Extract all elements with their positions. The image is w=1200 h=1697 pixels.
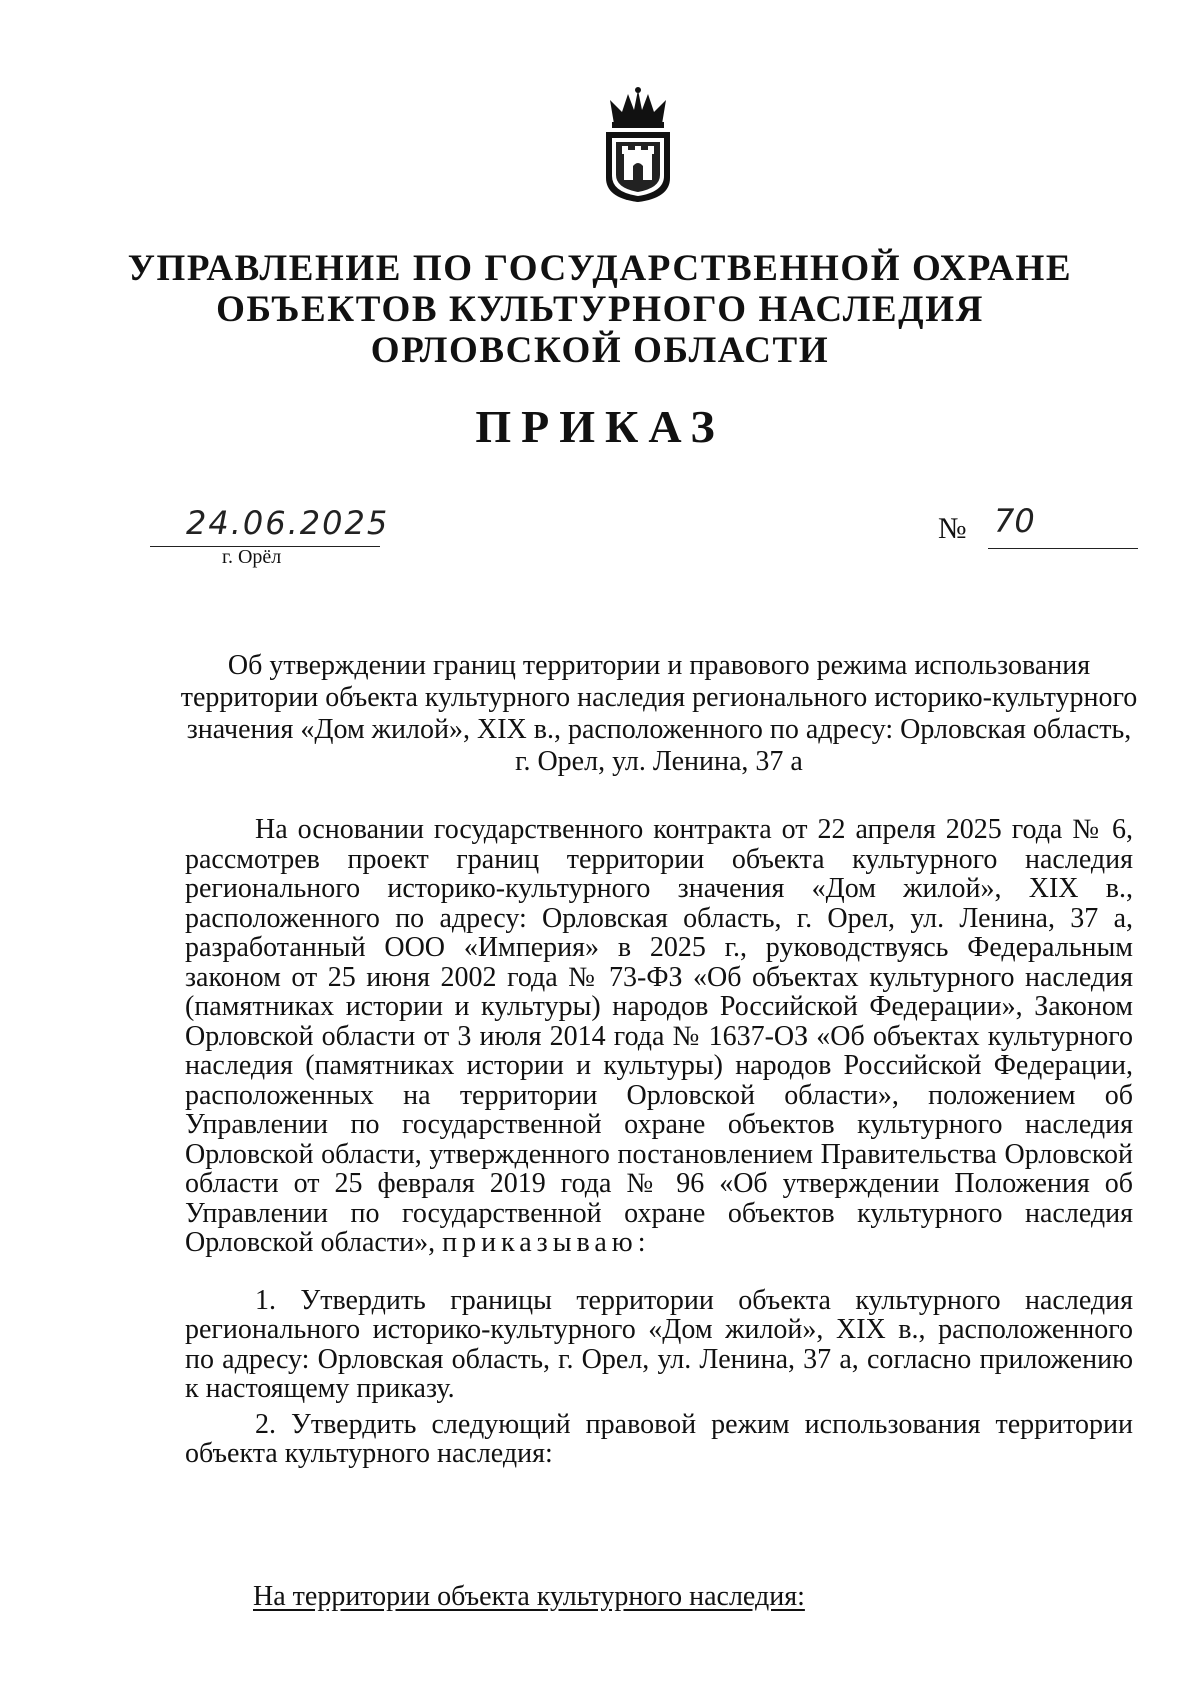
agency-name-line: ОБЪЕКТОВ КУЛЬТУРНОГО НАСЛЕДИЯ	[216, 289, 984, 330]
preamble-paragraph	[185, 815, 1133, 1258]
order-body	[185, 815, 1133, 1469]
number-underline	[988, 548, 1138, 549]
subject-line: Об утверждении границ территории и правового режима использования	[227, 650, 1091, 681]
territory-heading: На территории объекта культурного наследия:	[253, 1581, 805, 1612]
orel-oblast-coat-of-arms-icon	[596, 86, 680, 204]
handwritten-date: 24.06.2025	[186, 504, 390, 542]
agency-name	[0, 248, 1200, 371]
order-number-block	[938, 502, 1035, 546]
order-item-2: 2. Утвердить следующий правовой режим использования территории объекта культурного наследия:	[185, 1408, 1133, 1469]
order-subject	[175, 650, 1143, 778]
subject-line: значения «Дом жилой», XIX в., расположенного по адресу: Орловская область,	[186, 714, 1132, 745]
agency-name-line: УПРАВЛЕНИЕ ПО ГОСУДАРСТВЕННОЙ ОХРАНЕ	[127, 248, 1073, 289]
preamble-text: На основании государственного контракта от 22 апреля 2025 года № 6, рассмотрев проект границ территории объекта культурного наследия регионального историко-культурного значения «Дом жилой», XIX в., расположенного по адресу: Орловская область, г. Орел, ул. Ленина, 37 а, разработанный ООО «Империя» в 2025 г., руководствуясь Федеральным законом от 25 июня 2002 года № 73-ФЗ «Об объектах культурного наследия (памятниках истории и культуры) народов Российской Федерации», Законом Орловской области от 3 июля 2014 года № 1637-ОЗ «Об объектах культурного наследия (памятниках истории и культуры) народов Российской Федерации, расположенных на территории Орловской области», положением об Управлении по государственной охране объектов культурного наследия Орловской области, утвержденного постановлением Правительства Орловской области от 25 февраля 2019 года № 96 «Об утверждении Положения об Управлении по государственной охране объектов культурного наследия Орловской области»,	[185, 814, 1133, 1258]
order-word: приказываю:	[442, 1227, 651, 1258]
number-sign: №	[938, 512, 967, 545]
order-item-1: 1. Утвердить границы территории объекта культурного наследия регионального историко-культурного «Дом жилой», XIX в., расположенного по адресу: Орловская область, г. Орел, ул. Ленина, 37 а, согласно приложению к настоящему приказу.	[185, 1284, 1133, 1404]
subject-line: г. Орел, ул. Ленина, 37 а	[515, 746, 803, 777]
city-label: г. Орёл	[222, 546, 282, 568]
agency-name-line: ОРЛОВСКОЙ ОБЛАСТИ	[370, 330, 830, 371]
handwritten-order-number: 70	[994, 502, 1035, 540]
subject-line: территории объекта культурного наследия регионального историко-культурного	[180, 682, 1138, 713]
document-title: ПРИКАЗ	[475, 401, 725, 452]
